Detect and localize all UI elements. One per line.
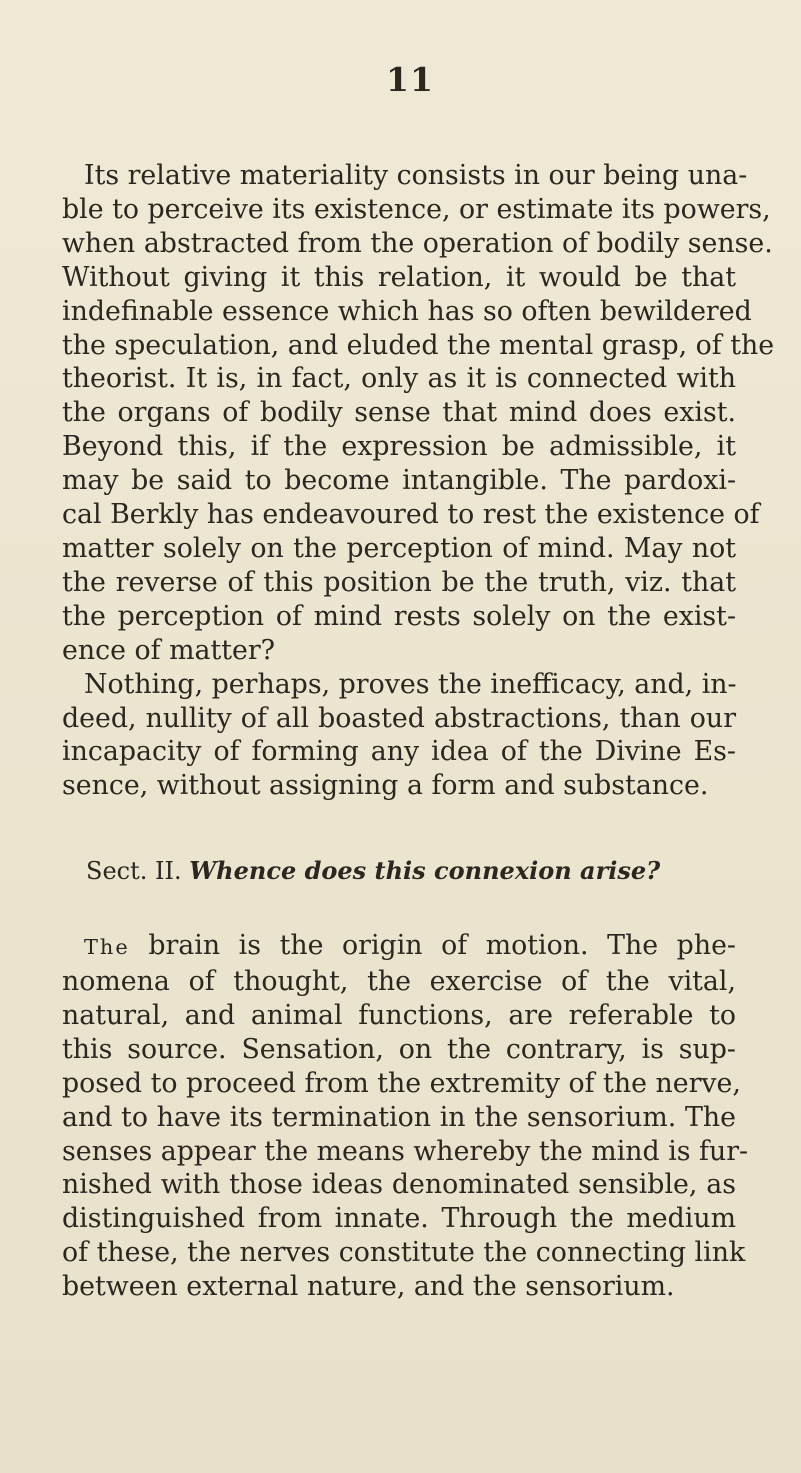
text-line: the perception of mind rests solely on the exist- bbox=[62, 600, 736, 632]
text-line: this source. Sensation, on the contrary, is sup- bbox=[62, 1033, 736, 1065]
text-line: Beyond this, if the expression be admissible, it bbox=[62, 431, 736, 463]
text-line: matter solely on the perception of mind. May not bbox=[62, 532, 736, 564]
text-line: may be said to become intangible. The pardoxi- bbox=[62, 465, 736, 497]
small-caps-lead: The bbox=[84, 935, 130, 960]
text-line: Nothing, perhaps, proves the inefficacy, and, in- bbox=[84, 668, 737, 700]
text-line bbox=[62, 929, 736, 965]
text-line: cal Berkly has endeavoured to rest the existence of bbox=[62, 499, 760, 531]
text-line: nished with those ideas denominated sensible, as bbox=[62, 1169, 736, 1201]
text-line: natural, and animal functions, are referable to bbox=[62, 999, 736, 1031]
text-line-rest: brain is the origin of motion. The phe- bbox=[129, 930, 736, 962]
text-line: distinguished from innate. Through the medium bbox=[62, 1203, 736, 1235]
text-line: the reverse of this position be the truth, viz. that bbox=[62, 566, 736, 598]
paragraph-2 bbox=[62, 668, 736, 804]
section-heading bbox=[62, 854, 736, 889]
body-text bbox=[62, 159, 775, 1304]
text-line: when abstracted from the operation of bodily sense. bbox=[62, 227, 773, 259]
text-line: indefinable essence which has so often bewildered bbox=[62, 295, 752, 327]
text-line: and to have its termination in the sensorium. The bbox=[62, 1101, 736, 1133]
text-line: ence of matter? bbox=[62, 634, 276, 666]
section-title: Whence does this connexion arise? bbox=[189, 856, 661, 886]
text-line: Its relative materiality consists in our being una- bbox=[84, 160, 748, 191]
text-line: posed to proceed from the extremity of the nerve, bbox=[62, 1067, 741, 1099]
text-line: between external nature, and the sensorium. bbox=[62, 1271, 675, 1303]
paragraph-1 bbox=[62, 159, 775, 668]
text-line: Without giving it this relation, it would be that bbox=[62, 261, 736, 293]
text-line: of these, the nerves constitute the connecting link bbox=[62, 1237, 746, 1269]
text-line: the speculation, and eluded the mental grasp, of the bbox=[62, 329, 775, 361]
text-line: incapacity of forming any idea of the Divine Es- bbox=[62, 736, 736, 768]
page-number: 11 bbox=[386, 60, 434, 99]
text-line: the organs of bodily sense that mind does exist. bbox=[62, 397, 736, 429]
text-line: ble to perceive its existence, or estimate its powers, bbox=[62, 193, 771, 225]
text-line: deed, nullity of all boasted abstractions, than our bbox=[62, 702, 736, 734]
text-line: nomena of thought, the exercise of the vital, bbox=[62, 966, 736, 998]
text-line: sence, without assigning a form and substance. bbox=[62, 770, 709, 802]
section-label: Sect. II. bbox=[86, 857, 190, 886]
text-line: senses appear the means whereby the mind is fur- bbox=[62, 1135, 749, 1167]
text-line: theorist. It is, in fact, only as it is connected with bbox=[62, 363, 736, 395]
paragraph-3 bbox=[62, 929, 749, 1304]
